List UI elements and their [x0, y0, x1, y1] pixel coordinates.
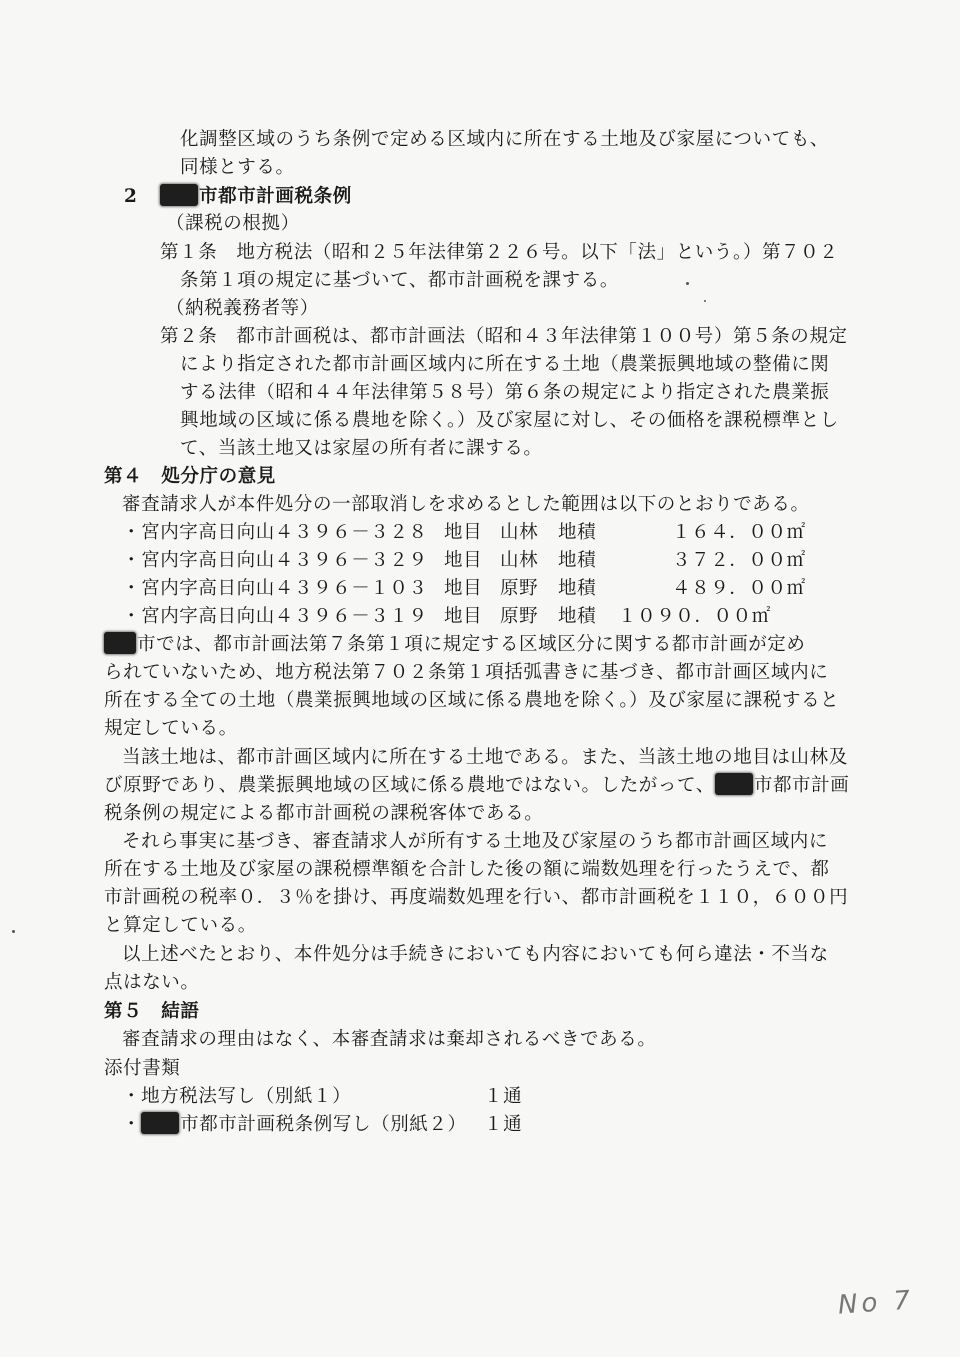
parcel-type: 原野 — [500, 578, 539, 599]
attachments-heading: 添付書類 — [104, 1058, 181, 1079]
text-line: 所在する土地及び家屋の課税標準額を合計した後の額に端数処理を行ったうえで、都 — [104, 859, 830, 880]
text-line: （課税の根拠） — [166, 213, 300, 234]
text-line: 以上述べたとおり、本件処分は手続きにおいても内容においても何ら違法・不当な — [122, 944, 829, 965]
parcel-location: ・宮内字高日向山４３９６－３１９ — [122, 606, 428, 627]
section-heading: 第４ 処分庁の意見 — [104, 466, 276, 487]
parcel-area: １６４．００㎡ — [672, 522, 806, 543]
parcel-area-label: 地積 — [558, 550, 597, 571]
text-line: 所在する全ての土地（農業振興地域の区域に係る農地を除く。）及び家屋に課税すると — [104, 690, 840, 711]
text-line: により指定された都市計画区域内に所在する土地（農業振興地域の整備に関 — [180, 354, 830, 375]
text-line: 規定している。 — [104, 718, 238, 739]
parcel-type-label: 地目 — [444, 606, 483, 627]
attachment-item — [122, 1111, 467, 1139]
bullet: ・ — [122, 1114, 142, 1135]
scan-speck — [12, 930, 15, 933]
text-line: 審査請求人が本件処分の一部取消しを求めるとした範囲は以下のとおりである。 — [122, 494, 810, 515]
redaction-mark — [715, 773, 753, 795]
redaction-mark — [141, 1112, 179, 1134]
redaction-mark — [104, 632, 136, 654]
parcel-type: 山林 — [500, 522, 539, 543]
section-number: 2 — [124, 186, 138, 207]
text-line: 化調整区域のうち条例で定める区域内に所在する土地及び家屋についても、 — [180, 129, 830, 150]
text-line: 同様とする。 — [180, 157, 295, 178]
parcel-area: １０９０．００㎡ — [618, 606, 771, 627]
parcel-location: ・宮内字高日向山４３９６－３２８ — [122, 522, 428, 543]
text-line — [104, 631, 806, 659]
parcel-type-label: 地目 — [444, 550, 483, 571]
parcel-area-label: 地積 — [558, 606, 597, 627]
text-line: する法律（昭和４４年法律第５８号）第６条の規定により指定された農業振 — [180, 382, 830, 403]
section-heading: 第５ 結語 — [104, 1001, 200, 1022]
parcel-area: ３７２．００㎡ — [672, 550, 806, 571]
redaction-mark — [160, 184, 198, 206]
text-line: と算定している。 — [104, 915, 257, 936]
attachment-name: 市都市計画税条例写し（別紙２） — [180, 1114, 467, 1135]
text-line: て、当該土地又は家屋の所有者に課する。 — [180, 438, 543, 459]
text-line: 審査請求の理由はなく、本審査請求は棄却されるべきである。 — [122, 1029, 657, 1050]
text-line: 条第１項の規定に基づいて、都市計画税を課する。 — [180, 270, 619, 291]
text-line: 税条例の規定による都市計画税の課税客体である。 — [104, 803, 544, 824]
parcel-location: ・宮内字高日向山４３９６－１０３ — [122, 578, 428, 599]
scan-speck — [686, 282, 689, 285]
text-line: 当該土地は、都市計画区域内に所在する土地である。また、当該土地の地目は山林及 — [122, 747, 848, 768]
text-span: 市都市計画 — [753, 775, 850, 796]
text-line: 第２条 都市計画税は、都市計画法（昭和４３年法律第１００号）第５条の規定 — [160, 326, 848, 347]
attachment-count: １通 — [484, 1086, 523, 1107]
attachment-item — [122, 1083, 351, 1111]
text-line: 点はない。 — [104, 972, 200, 993]
parcel-area: ４８９．００㎡ — [672, 578, 806, 599]
parcel-type: 山林 — [500, 550, 539, 571]
parcel-location: ・宮内字高日向山４３９６－３２９ — [122, 550, 428, 571]
text-span: 市では、都市計画法第７条第１項に規定する区域区分に関する都市計画が定め — [137, 634, 806, 655]
text-line: （納税義務者等） — [166, 298, 319, 319]
text-line: 市計画税の税率０．３％を掛け、再度端数処理を行い、都市計画税を１１０，６００円 — [104, 887, 849, 908]
parcel-area-label: 地積 — [558, 578, 597, 599]
text-line: それら事実に基づき、審査請求人が所有する土地及び家屋のうち都市計画区域内に — [122, 831, 828, 852]
parcel-type-label: 地目 — [444, 578, 483, 599]
text-line: 第１条 地方税法（昭和２５年法律第２２６号。以下「法」という。）第７０２ — [160, 242, 839, 263]
text-line — [104, 772, 849, 800]
ordinance-title: 市都市計画税条例 — [199, 186, 352, 207]
ordinance-heading — [160, 183, 352, 211]
attachment-count: １通 — [484, 1114, 523, 1135]
page-number: No 7 — [837, 1285, 916, 1321]
text-line: られていないため、地方税法第７０２条第１項括弧書きに基づき、都市計画区域内に — [104, 662, 829, 683]
parcel-type: 原野 — [500, 606, 539, 627]
text-line: 興地域の区域に係る農地を除く。）及び家屋に対し、その価格を課税標準とし — [180, 410, 839, 431]
parcel-type-label: 地目 — [444, 522, 483, 543]
text-span: び原野であり、農業振興地域の区域に係る農地ではない。したがって、 — [104, 775, 715, 796]
attachment-name: ・地方税法写し（別紙１） — [122, 1086, 352, 1107]
scan-speck — [704, 300, 706, 302]
parcel-area-label: 地積 — [558, 522, 597, 543]
